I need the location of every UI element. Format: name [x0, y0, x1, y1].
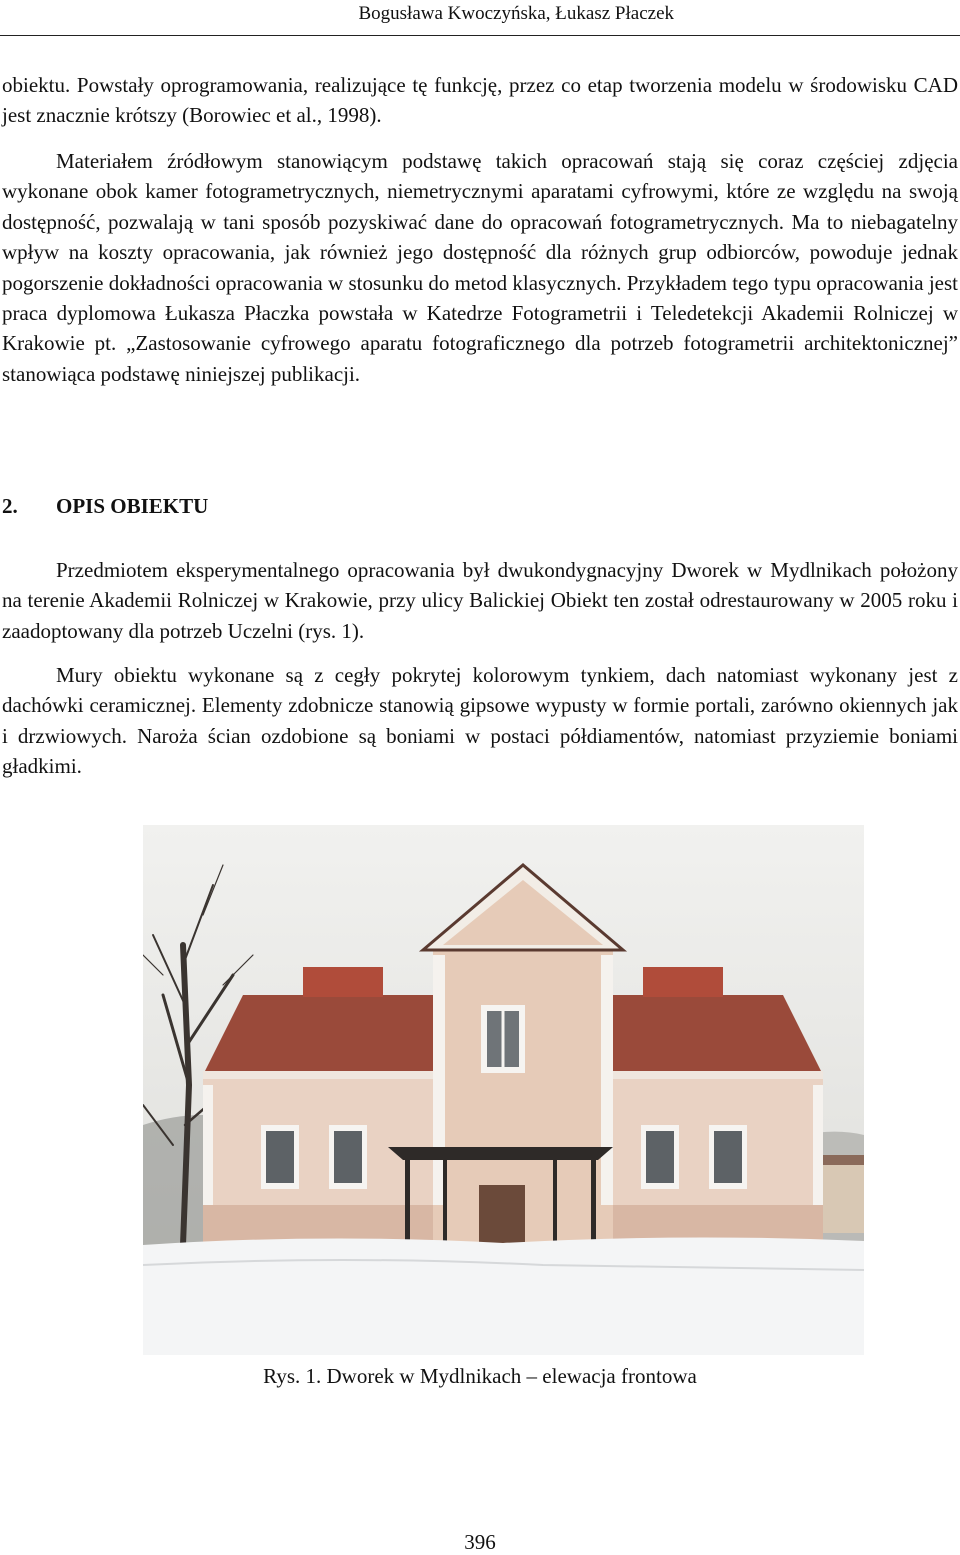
- paragraph-4: [2, 660, 958, 782]
- figure-caption: Rys. 1. Dworek w Mydlnikach – elewacja frontowa: [263, 1364, 697, 1388]
- running-header: [0, 0, 960, 36]
- paragraph-2-text: Materiałem źródłowym stanowiącym podstawę takich opracowań stają się coraz częściej zdjęcia wykonane obok kamer fotogrametrycznych, niemetrycznymi aparatami cyfrowymi, które ze względu na swoją dostępność, pozwalają w tani sposób pozyskiwać dane do opracowań fotogrametrycznych. Ma to niebagatelny wpływ na koszty opracowania, jak również jego dostępność dla różnych grup odbiorców, powoduje jednak pogorszenie dokładności opracowania w stosunku do metod klasycznych. Przykładem tego typu opracowania jest praca dyplomowa Łukasza Płaczka powstała w Katedrze Fotogrametrii i Teledetekcji Akademii Rolniczej w Krakowie pt. „Zastosowanie cyfrowego aparatu fotograficznego dla potrzeb fotogrametrii architektonicznej” stanowiąca podstawę niniejszej publikacji.: [2, 149, 958, 386]
- header-authors: Bogusława Kwoczyńska, Łukasz Płaczek: [358, 3, 674, 24]
- manor-house-photo: [143, 825, 864, 1355]
- paragraph-2: [2, 146, 958, 389]
- paragraph-3-text: Przedmiotem eksperymentalnego opracowania był dwukondygnacyjny Dworek w Mydlnikach położony na terenie Akademii Rolniczej w Krakowie, przy ulicy Balickiej Obiekt ten został odrestaurowany w 2005 roku i zaadoptowany dla potrzeb Uczelni (rys. 1).: [2, 558, 958, 643]
- section-title: OPIS OBIEKTU: [56, 494, 209, 518]
- section-number: 2.: [2, 494, 18, 518]
- page-number: 396: [464, 1530, 496, 1554]
- paragraph-4-text: Mury obiektu wykonane są z cegły pokrytej kolorowym tynkiem, dach natomiast wykonany jest z dachówki ceramicznej. Elementy zdobnicze stanowią gipsowe wypusty w formie portali, zarówno okiennych jak i drzwiowych. Naroża ścian ozdobione są boniami w postaci półdiamentów, natomiast przyziemie boniami gładkimi.: [2, 663, 958, 779]
- paragraph-3: [2, 555, 958, 646]
- section-heading: [2, 494, 208, 519]
- paragraph-1: obiektu. Powstały oprogramowania, realizujące tę funkcję, przez co etap tworzenia modelu w środowisku CAD jest znacznie krótszy (Borowiec et al., 1998).: [2, 73, 958, 128]
